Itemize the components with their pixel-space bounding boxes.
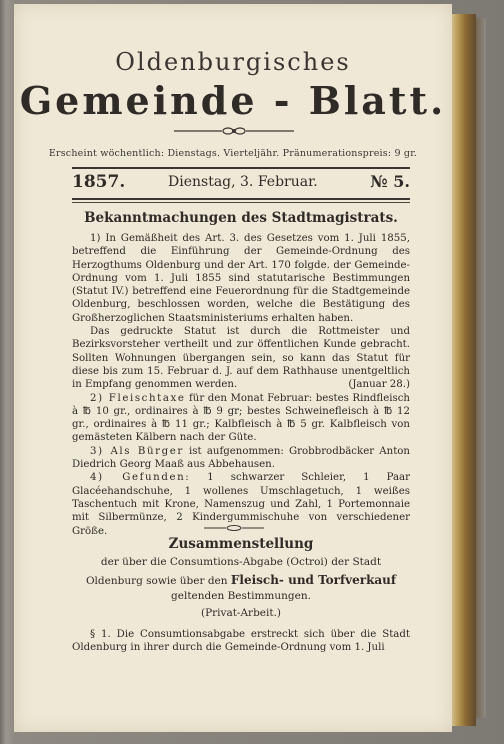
section-heading-zusammenstellung: Zusammenstellung	[168, 536, 314, 552]
section-heading-magistrat: Bekanntmachungen des Stadtmagistrats.	[84, 210, 398, 226]
ornament-rule	[174, 126, 294, 136]
paragraph-section-1: § 1. Die Consumtionsabgabe erstreckt sich über die Stadt Oldenburg in ihrer durch die Gemeinde-Ordnung vom 1. Juli	[72, 629, 410, 654]
page-edge	[450, 14, 476, 726]
dateline	[72, 172, 410, 194]
gefunden-label: 4) Gefunden:	[90, 472, 191, 484]
masthead-top-title: Oldenburgisches	[115, 48, 351, 76]
masthead-main-title: Gemeinde - Blatt.	[19, 78, 447, 123]
paragraph-2-date: (Januar 28.)	[348, 379, 410, 391]
heading-line-3: geltenden Bestimmungen.	[171, 590, 311, 602]
buerger-label: 3) Als Bürger	[90, 445, 184, 457]
rule-top	[72, 167, 410, 169]
heading-line-4: (Privat-Arbeit.)	[200, 607, 282, 619]
newspaper-page	[14, 4, 452, 732]
paragraph-2: Das gedruckte Statut ist durch die Rottmeister und Bezirksvorsteher vertheilt und zur öffentlichen Kunde gebracht. Sollten Wohnungen übergangen sein, so kann das Statut für diese bis zum 15. Februar d. J. auf dem Rathhause unentgeltlich in Empfang genommen werden. (Januar 28.)	[72, 326, 410, 391]
paragraph-5: 4) Gefunden: 1 schwarzer Schleier, 1 Paar Glacéehandschuhe, 1 wollenes Umschlagetuch, 1 weißes Taschentuch mit Krone, Namenszug und Zahl, 1 Portemonnaie mit Silbermünze, 2 Kindergummischuhe von verschiedener Größe.	[72, 472, 410, 537]
section-body-zusammenstellung	[72, 628, 410, 655]
heading-line-1: der über die Consumtions-Abgabe (Octroi) der Stadt	[100, 556, 382, 568]
rule-bottom-thin	[72, 202, 410, 203]
fleischtaxe-label: 2) Fleischtaxe	[90, 392, 186, 404]
paragraph-4: 3) Als Bürger ist aufgenommen: Grobbrodbäcker Anton Diedrich Georg Maaß aus Abbehausen.	[72, 445, 410, 471]
heading-emphasis: Fleisch- und Torfverkauf	[230, 573, 397, 587]
ornament-divider	[204, 524, 264, 532]
rule-bottom	[72, 198, 410, 200]
heading-line-2: Oldenburg sowie über den Fleisch- und Torfverkauf	[85, 573, 397, 587]
issue-date: Dienstag, 3. Februar.	[168, 174, 318, 190]
paragraph-3: 2) Fleischtaxe für den Monat Februar: bestes Rindfleisch à ℔ 10 gr., ordinaires à ℔ 9 gr; bestes Schweinefleisch à ℔ 12 gr., ordinaires à ℔ 11 gr.; Kalbfleisch à ℔ 5 gr. Kalbfleisch von gemästeten Kälbern nach der Güte.	[72, 392, 410, 444]
paragraph-1: 1) In Gemäßheit des Art. 3. des Gesetzes vom 1. Juli 1855, betreffend die Einführung der Gemeinde-Ordnung des Herzogthums Oldenburg und der Art. 170 folgde. der Gemeinde-Ordnung vom 1. Juli 1855 sind statutarische Bestimmungen (Statut IV.) betreffend eine Feuerordnung für die Stadtgemeinde Oldenburg, beschlossen worden, welche die Bestätigung des Großherzoglichen Staatsministeriums erhalten haben.	[72, 233, 410, 324]
issue-number: № 5.	[370, 172, 410, 191]
issue-year: 1857.	[72, 172, 126, 192]
subscription-info: Erscheint wöchentlich: Dienstags. Vierteljähr. Pränumerationspreis: 9 gr.	[48, 148, 418, 159]
section-body-magistrat	[72, 232, 410, 538]
